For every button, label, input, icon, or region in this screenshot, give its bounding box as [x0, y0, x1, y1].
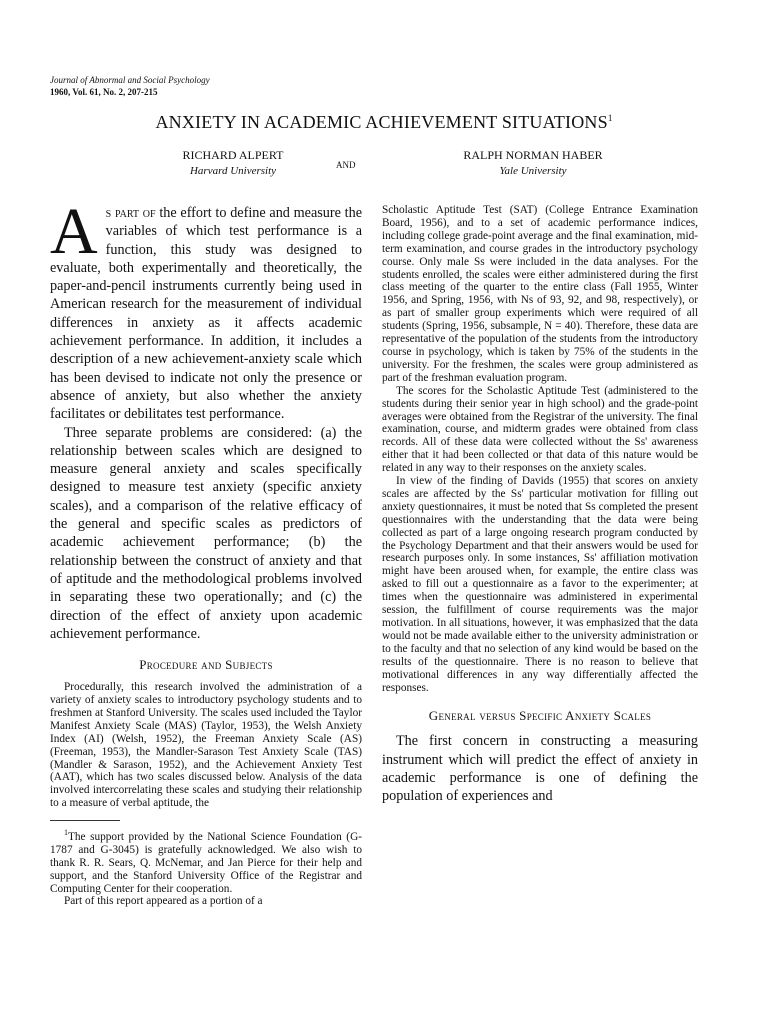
footnote-rule [50, 820, 120, 821]
journal-citation [50, 74, 210, 98]
author-2 [388, 147, 678, 179]
paper-title [0, 112, 768, 133]
and-label: AND [336, 160, 356, 170]
section-heading-procedure: Procedure and Subjects [139, 657, 273, 673]
procedure-paragraph: Procedurally, this research involved the administration of a variety of anxiety scales to introductory psychology students and to freshmen at Stanford University. The scales used included the Taylor Manifest Anxiety Scale (MAS) (Taylor, 1953), the Welsh Anxiety Index (AI) (Welsh, 1952), the Freeman Anxiety Scale (AS) (Freeman, 1953), the Mandler-Sarason Test Anxiety Scale (TAS) (Mandler & Sarason, 1952), and the Achievement Anxiety Test (AAT), which has two scales discussed below. Analysis of the data involved intercorrelating these scales and studying their relationship to a measure of verbal aptitude, the [50, 681, 362, 810]
author-2-name: RALPH NORMAN HABER [463, 148, 603, 162]
motivation-paragraph: In view of the finding of Davids (1955) that scores on anxiety scales are affected by the Ss' particular motivation for filling out anxiety questionnaires, it must be noted that Ss completed the present questionnaires with the understanding that the data were being collected as part of a large ongoing research program conducted by the Psychology Department and that their answers would be used for research purposes only. In some instances, Ss' affiliation motivation might have been aroused when, for example, the entire class was asked to fill out a questionnaire as a favor to the experimenter; at times when the questionnaire was administered in experimental session, the fulfillment of course requirements was the major motivation. In all situations, however, it was emphasized that the data would not be made available either to the university administration or to the faculty and that no selection of any kind would be based on the results of the questionnaire. There is no reason to believe that motivational differences in any way differentially affected the responses. [382, 475, 698, 694]
paper-title-text: ANXIETY IN ACADEMIC ACHIEVEMENT SITUATIONS [155, 112, 608, 132]
sat-paragraph: Scholastic Aptitude Test (SAT) (College Entrance Examination Board, 1956), and to a set of academic performance indices, including college grade-point average and the final examination, mid-term examination, and course grades in the introductory psychology course. Only male Ss were included in the data analyses. For the students enrolled, the scales were either administered during the first class meeting of the quarter to the entire class (Fall 1955, Winter 1956, and Spring, 1956, with Ns of 93, 92, and 98, respectively), or as part of smaller group experiments which were required of all students (Spring, 1956, subsample, N = 40). Therefore, these data are representative of the population of the students from the introductory course in psychology, which is taken by 75% of the students in the university. For the freshmen, the scales were group administered as part of the freshman evaluation program. [382, 204, 698, 384]
right-column [382, 204, 698, 806]
section-heading-general-specific: General versus Specific Anxiety Scales [428, 708, 652, 724]
footnote-1-text: The support provided by the National Science Foundation (G-1787 and G-3045) is gratefully acknowledged. We also wish to thank R. R. Sears, Q. McNemar, and Jan Pierce for their help and support, and the Stanford University Office of the Registrar and Computing Center for their cooperation. [50, 830, 362, 895]
author-1-name: RICHARD ALPERT [182, 148, 284, 162]
intro-text: the effort to define and measure the variables of which test performance is a function, this study was designed to evaluate, both experimentally and theoretically, the paper-and-pencil instruments currently being used in American research for the measurement of individual differences in anxiety as it affects academic achievement performance. In addition, it includes a description of a new achievement-anxiety scale which has been devised to indicate not only the presence or absence of anxiety, but also whether the anxiety facilitates or debilitates test performance. [50, 205, 363, 423]
journal-volume: 1960, Vol. 61, No. 2, 207-215 [50, 87, 158, 97]
scores-paragraph: The scores for the Scholastic Aptitude Test (administered to the students during their senior year in high school) and the grade-point averages were obtained from the Registrar of the university. The final examination, course, and midterm grades were obtained from class records. All of these data were collected without the Ss' awareness either that it had been collected or that data of this nature would be related in any way to their responses on the anxiety scales. [382, 384, 698, 475]
author-1-affiliation: Harvard University [189, 165, 277, 177]
footnote-mark: 1 [64, 828, 68, 838]
title-footnote-mark: 1 [607, 113, 613, 123]
left-column [50, 195, 363, 908]
footnote-1 [50, 827, 362, 895]
first-concern-paragraph: The first concern in constructing a measuring instrument which will predict the effect of anxiety in academic performance is one of defining the population of experiences and [382, 733, 698, 805]
author-2-affiliation: Yale University [499, 165, 567, 177]
journal-name: Journal of Abnormal and Social Psychology [50, 75, 210, 85]
intro-paragraph [50, 195, 363, 424]
problems-paragraph: Three separate problems are considered: (a) the relationship between scales which are designed to measure general anxiety and scales specifically designed to measure test anxiety (specific anxiety scales), and a comparison of the relative efficacy of the general and specific scales as predictors of academic achievement performance; (b) the relationship between the construct of anxiety and that of aptitude and the methodological problems involved in separating these two operationally; and (c) the direction of the effect of anxiety upon academic achievement performance. [50, 424, 362, 642]
drop-cap: A [50, 195, 98, 268]
footnote-2: Part of this report appeared as a portion of a [64, 895, 263, 908]
author-1 [138, 147, 328, 179]
intro-smallcaps: s part of [105, 205, 156, 221]
